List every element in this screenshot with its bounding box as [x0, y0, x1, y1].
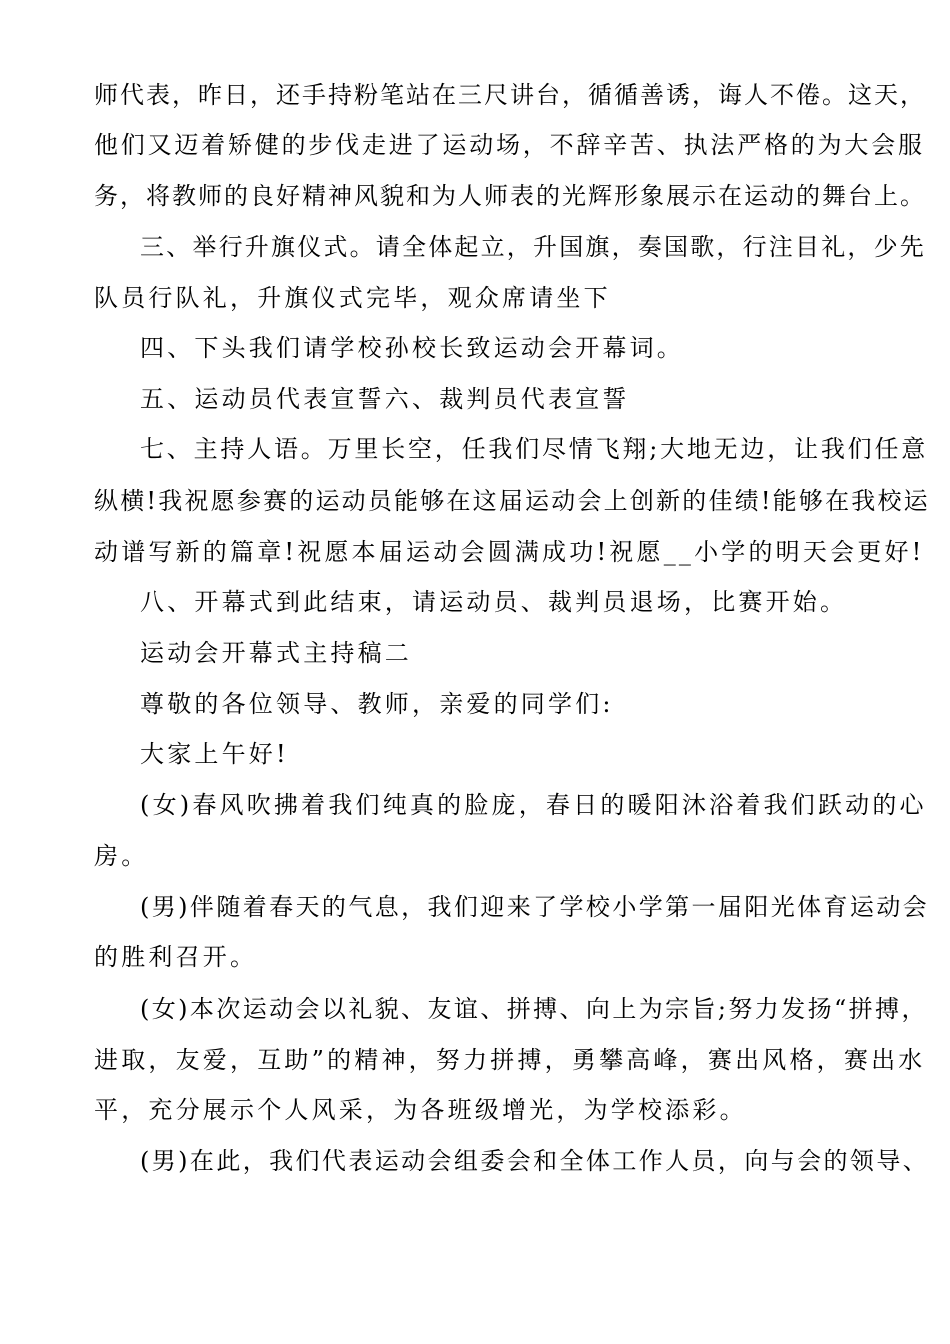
text-line: 八、开幕式到此结束，请运动员、裁判员退场，比赛开始。: [140, 588, 848, 616]
text-line: 四、下头我们请学校孙校长致运动会开幕词。: [140, 334, 684, 362]
text-line: (女)本次运动会以礼貌、友谊、拼搏、向上为宗旨;努力发扬“拼搏，: [140, 995, 928, 1023]
text-line: 的胜利召开。: [94, 943, 258, 971]
text-line: 队员行队礼，升旗仪式完毕，观众席请坐下: [94, 284, 611, 312]
text-line: 纵横!我祝愿参赛的运动员能够在这届运动会上创新的佳绩!能够在我校运: [94, 487, 930, 515]
text-line: (男)在此，我们代表运动会组委会和全体工作人员，向与会的领导、: [140, 1147, 930, 1175]
section-title: 运动会开幕式主持稿二: [140, 639, 412, 667]
text-line: 尊敬的各位领导、教师，亲爱的同学们:: [140, 690, 614, 718]
text-line: 进取，友爱，互助”的精神，努力拼搏，勇攀高峰，赛出风格，赛出水: [94, 1046, 926, 1074]
text-line: (女)春风吹拂着我们纯真的脸庞，春日的暖阳沐浴着我们跃动的心: [140, 791, 927, 819]
text-line: 大家上午好!: [140, 740, 289, 768]
text-line: (男)伴随着春天的气息，我们迎来了学校小学第一届阳光体育运动会: [140, 893, 930, 921]
text-line: 七、主持人语。万里长空，任我们尽情飞翔;大地无边，让我们任意: [140, 435, 929, 463]
text-line: 五、运动员代表宣誓六、裁判员代表宣誓: [140, 385, 630, 413]
text-line: 务，将教师的良好精神风貌和为人师表的光辉形象展示在运动的舞台上。: [94, 182, 926, 210]
text-line: 平，充分展示个人风采，为各班级增光，为学校添彩。: [94, 1096, 747, 1124]
text-line: 师代表，昨日，还手持粉笔站在三尺讲台，循循善诱，诲人不倦。这天，: [94, 81, 926, 109]
text-line: 他们又迈着矫健的步伐走进了运动场，不辞辛苦、执法严格的为大会服: [94, 131, 925, 159]
text-line: 三、举行升旗仪式。请全体起立，升国旗，奏国歌，行注目礼，少先: [140, 233, 926, 261]
text-line: 动谱写新的篇章!祝愿本届运动会圆满成功!祝愿__小学的明天会更好!: [94, 538, 925, 566]
text-line: 房。: [94, 842, 149, 870]
